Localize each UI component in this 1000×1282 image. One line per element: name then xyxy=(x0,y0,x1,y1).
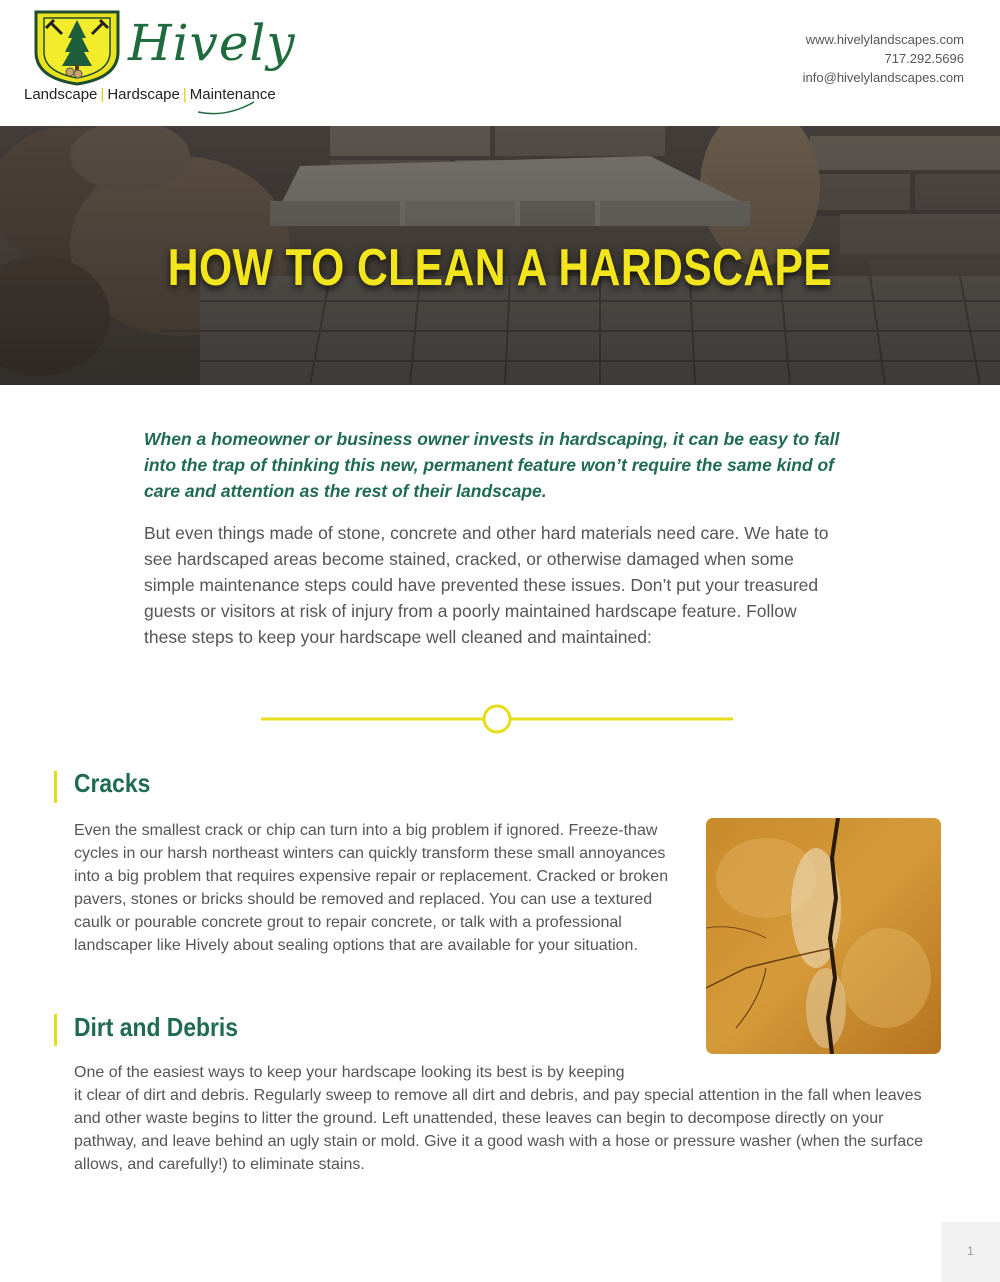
website-link[interactable]: www.hivelylandscapes.com xyxy=(805,32,964,47)
tagline-landscape: Landscape xyxy=(24,86,98,103)
email-link[interactable]: info@hivelylandscapes.com xyxy=(802,70,964,85)
tagline-hardscape: Hardscape xyxy=(107,86,180,103)
intro-body-paragraph: But even things made of stone, concrete and other hard materials need care. We hate to see hardscaped areas become stained, cracked, or otherwise damaged when some simple maintenance steps could have prevented these issues. Don’t put your treasured guests or visitors at risk of injury from a poorly maintained hardscape feature. Follow these steps to keep your hardscape well cleaned and maintained: xyxy=(144,523,829,647)
cracks-accent-bar xyxy=(54,771,57,803)
page-number-box xyxy=(941,1222,1000,1282)
brand-tagline: Landscape | Hardscape | Maintenance xyxy=(24,86,276,103)
section-divider xyxy=(261,704,733,734)
tagline-maintenance: Maintenance xyxy=(189,86,276,103)
brand-name: Hively xyxy=(128,14,296,72)
intro-lead-paragraph: When a homeowner or business owner invests in hardscaping, it can be easy to fall into the trap of thinking this new, permanent feature won’t require the same kind of care and attention as the rest of their landscape. xyxy=(144,429,840,501)
dirt-paragraph: it clear of dirt and debris. Regularly sweep to remove all dirt and debris, and pay special attention in the fall when leaves and other waste begins to litter the ground. Left unattended, these leaves can begin to decompose directly on your pathway, and leave behind an ugly stain or mold. Give it a good wash with a hose or pressure washer (when the surface allows, and carefully!) to eliminate stains. xyxy=(74,1087,924,1173)
cracked-stone-image xyxy=(706,818,941,1054)
cracks-heading: Cracks xyxy=(74,768,151,798)
hero-banner xyxy=(0,126,1000,385)
shield-logo-icon xyxy=(32,8,122,86)
dirt-accent-bar xyxy=(54,1014,57,1046)
contact-info xyxy=(803,30,964,87)
phone-number[interactable]: 717.292.5696 xyxy=(884,51,964,66)
swoosh-icon xyxy=(196,100,256,116)
dirt-heading: Dirt and Debris xyxy=(74,1012,239,1042)
page-number: 1 xyxy=(967,1244,974,1258)
dirt-paragraph-first-line: One of the easiest ways to keep your hardscape looking its best is by keeping xyxy=(74,1064,625,1081)
cracks-paragraph: Even the smallest crack or chip can turn into a big problem if ignored. Freeze-thaw cycles in our harsh northeast winters can quickly transform these small annoyances into a big problem that requires expensive repair or replacement. Cracked or broken pavers, stones or bricks should be removed and replaced. You can use a textured caulk or pourable concrete grout to repair concrete, or talk with a professional landscaper like Hively about sealing options that are available for your situation. xyxy=(74,822,669,954)
page-title: HOW TO CLEAN A HARDSCAPE xyxy=(167,239,833,297)
